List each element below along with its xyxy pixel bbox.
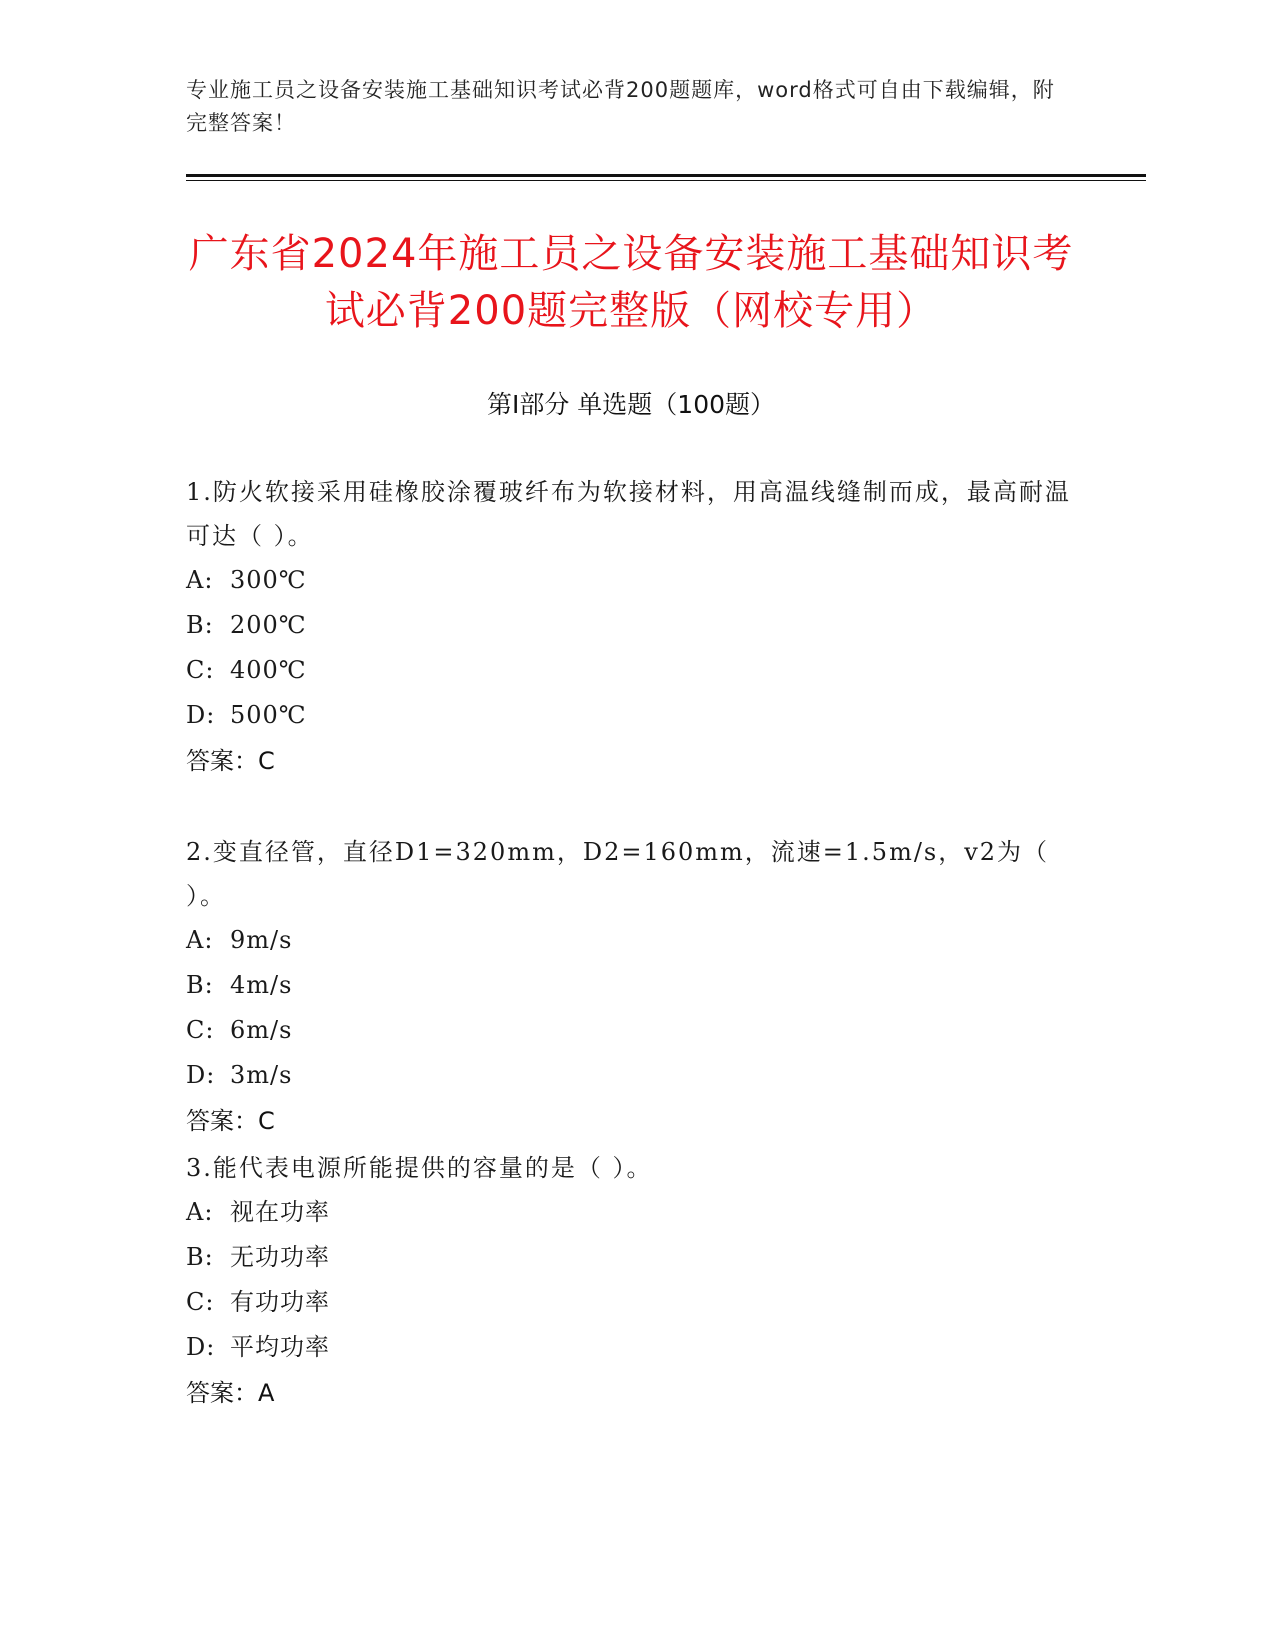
header-divider-thin	[186, 180, 1146, 181]
option-text: 400℃	[230, 656, 307, 684]
option-letter: B:	[186, 611, 214, 639]
option-letter: C:	[186, 656, 215, 684]
answer-line: 答案：A	[186, 1379, 275, 1407]
option-c	[186, 1280, 1086, 1325]
option-text: 3m/s	[230, 1061, 293, 1089]
header-note: 专业施工员之设备安装施工基础知识考试必背200题题库，word格式可自由下载编辑，附完整答案！	[186, 78, 1055, 135]
option-text: 200℃	[230, 611, 307, 639]
option-letter: D:	[186, 1333, 216, 1361]
option-letter: D:	[186, 1061, 216, 1089]
option-letter: A:	[186, 926, 214, 954]
question-1	[186, 470, 1086, 784]
option-d	[186, 1053, 1086, 1098]
option-b	[186, 603, 1086, 648]
question-2	[186, 830, 1086, 1144]
option-text: 平均功率	[230, 1333, 330, 1361]
option-letter: B:	[186, 971, 214, 999]
option-letter: A:	[186, 1198, 214, 1226]
option-text: 有功功率	[230, 1288, 330, 1316]
option-c	[186, 1008, 1086, 1053]
option-letter: C:	[186, 1016, 215, 1044]
option-letter: A:	[186, 566, 214, 594]
option-b	[186, 1235, 1086, 1280]
question-3	[186, 1146, 1086, 1416]
option-text: 9m/s	[230, 926, 293, 954]
document-title: 广东省2024年施工员之设备安装施工基础知识考试必背200题完整版（网校专用）	[188, 231, 1074, 334]
option-d	[186, 1325, 1086, 1370]
question-stem: 2.变直径管，直径D1=320mm，D2=160mm，流速=1.5m/s，v2为（ ）。	[186, 838, 1050, 910]
option-c	[186, 648, 1086, 693]
answer-line: 答案：C	[186, 1107, 275, 1135]
option-text: 300℃	[230, 566, 307, 594]
option-d	[186, 693, 1086, 738]
question-stem: 1.防火软接采用硅橡胶涂覆玻纤布为软接材料，用高温线缝制而成，最高耐温可达（ ）。	[186, 478, 1071, 550]
option-a	[186, 1190, 1086, 1235]
option-b	[186, 963, 1086, 1008]
answer-line: 答案：C	[186, 747, 275, 775]
section-heading: 第Ⅰ部分 单选题（100题）	[486, 390, 776, 419]
option-letter: B:	[186, 1243, 214, 1271]
option-letter: C:	[186, 1288, 215, 1316]
option-text: 4m/s	[230, 971, 293, 999]
option-text: 视在功率	[230, 1198, 330, 1226]
option-a	[186, 918, 1086, 963]
option-text: 6m/s	[230, 1016, 293, 1044]
header-divider-thick	[186, 174, 1146, 177]
option-text: 500℃	[230, 701, 307, 729]
option-a	[186, 558, 1086, 603]
option-letter: D:	[186, 701, 216, 729]
question-stem: 3.能代表电源所能提供的容量的是（ ）。	[186, 1154, 653, 1182]
option-text: 无功功率	[230, 1243, 330, 1271]
